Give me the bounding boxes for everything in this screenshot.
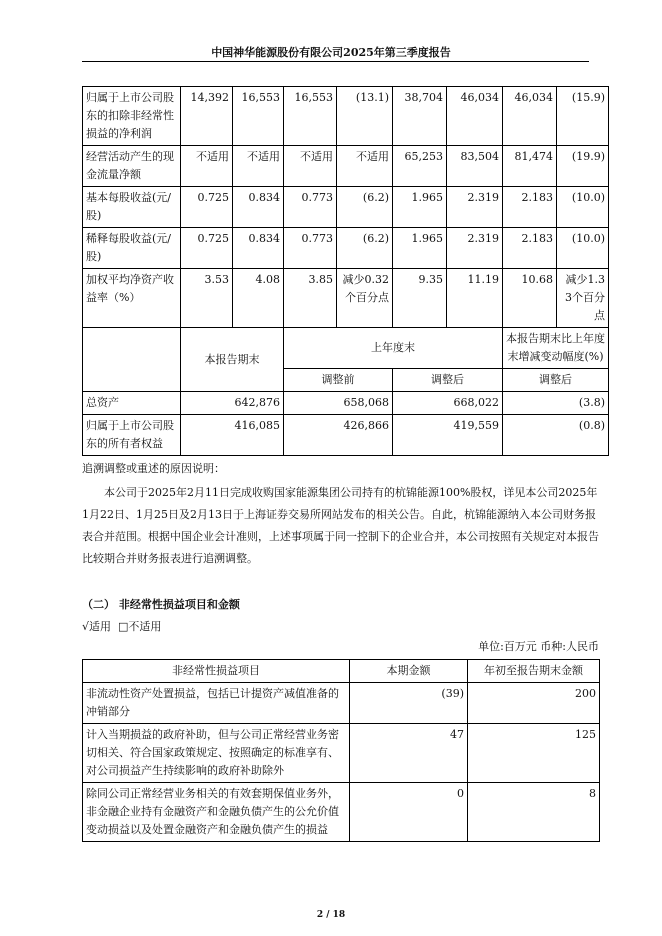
page-number: 2 / 18 xyxy=(316,910,346,920)
table-cell: 2.183 xyxy=(503,228,557,269)
table-cell: 0.773 xyxy=(284,187,337,228)
table-cell: 416,085 xyxy=(181,415,284,456)
empty-header-cell xyxy=(83,328,181,392)
table-cell: (39) xyxy=(350,683,468,724)
table-cell: 不适用 xyxy=(337,146,393,187)
table-cell: 1.965 xyxy=(393,187,447,228)
table-row xyxy=(83,87,609,146)
row-label: 归属于上市公司股东的所有者权益 xyxy=(83,415,181,456)
table-row xyxy=(83,683,600,724)
before-adjustment-header: 调整前 xyxy=(284,369,393,392)
table-cell: 83,504 xyxy=(447,146,503,187)
change-rate-header: 本报告期末比上年度末增减变动幅度(%) xyxy=(503,328,609,369)
applicable-checkbox: √适用 xyxy=(82,620,112,633)
table-cell: 9.35 xyxy=(393,269,447,328)
note-body: 本公司于2025年2月11日完成收购国家能源集团公司持有的杭锦能源100%股权，详见本公司2025年1月22日、1月25日及2月13日于上海证券交易所网站发布的相关公告。自此，杭锦能源纳入本公司财务报表合并范围。根据中国企业会计准则，上述事项属于同一控制下的企业合并，本公司按照有关规定对本报告比较期合并财务报表进行追溯调整。 xyxy=(82,486,599,565)
item-label: 除同公司正常经营业务相关的有效套期保值业务外，非金融企业持有金融资产和金融负债产生的公允价值变动损益以及处置金融资产和金融负债产生的损益 xyxy=(83,783,350,842)
table-cell: 2.319 xyxy=(447,187,503,228)
table-cell: 38,704 xyxy=(393,87,447,146)
table-cell: 46,034 xyxy=(503,87,557,146)
table-cell: 125 xyxy=(468,724,600,783)
table-row xyxy=(83,228,609,269)
table-row xyxy=(83,724,600,783)
table-row xyxy=(83,146,609,187)
table-cell: 81,474 xyxy=(503,146,557,187)
table-cell: (15.9) xyxy=(557,87,609,146)
table-cell: 0.834 xyxy=(233,228,284,269)
table-cell: (3.8) xyxy=(503,392,609,415)
row-label: 加权平均净资产收益率（%） xyxy=(83,269,181,328)
table-row xyxy=(83,269,609,328)
balance-sheet-header-row xyxy=(83,328,609,369)
table-cell: 200 xyxy=(468,683,600,724)
table-cell: 3.85 xyxy=(284,269,337,328)
row-label: 归属于上市公司股东的扣除非经常性损益的净利润 xyxy=(83,87,181,146)
table-cell: (10.0) xyxy=(557,187,609,228)
table-cell: (6.2) xyxy=(337,228,393,269)
not-applicable-checkbox: □不适用 xyxy=(118,620,162,633)
row-label: 基本每股收益(元/股) xyxy=(83,187,181,228)
table-cell: 0.773 xyxy=(284,228,337,269)
table-cell: 0.834 xyxy=(233,187,284,228)
table-cell: 不适用 xyxy=(181,146,233,187)
item-label: 计入当期损益的政府补助，但与公司正常经营业务密切相关、符合国家政策规定、按照确定的标准享有、对公司损益产生持续影响的政府补助除外 xyxy=(83,724,350,783)
unit-currency-label: 单位:百万元 币种:人民币 xyxy=(478,640,599,653)
financial-indicators-table xyxy=(82,86,609,456)
item-label: 非流动性资产处置损益，包括已计提资产减值准备的冲销部分 xyxy=(83,683,350,724)
non-recurring-items-table xyxy=(82,659,600,842)
table-cell: 不适用 xyxy=(233,146,284,187)
table-cell: 642,876 xyxy=(181,392,284,415)
after-adjustment-header-2: 调整后 xyxy=(503,369,609,392)
table-cell: 10.68 xyxy=(503,269,557,328)
table-cell: 3.53 xyxy=(181,269,233,328)
table-row xyxy=(83,415,609,456)
current-period-end-header: 本报告期末 xyxy=(181,328,284,392)
row-label: 稀释每股收益(元/股) xyxy=(83,228,181,269)
table-cell: (19.9) xyxy=(557,146,609,187)
report-header-title: 中国神华能源股份有限公司2025年第三季度报告 xyxy=(211,46,451,59)
prior-year-end-header: 上年度末 xyxy=(284,328,503,369)
table-cell: 1.965 xyxy=(393,228,447,269)
table-cell: (13.1) xyxy=(337,87,393,146)
table-cell: 426,866 xyxy=(284,415,393,456)
table-header-row xyxy=(83,660,600,683)
table-cell: 2.319 xyxy=(447,228,503,269)
table-cell: (10.0) xyxy=(557,228,609,269)
table-cell: 16,553 xyxy=(284,87,337,146)
table-cell: 14,392 xyxy=(181,87,233,146)
table-cell: 4.08 xyxy=(233,269,284,328)
table-cell: 2.183 xyxy=(503,187,557,228)
table-cell: (6.2) xyxy=(337,187,393,228)
table-row xyxy=(83,392,609,415)
table-cell: 0.725 xyxy=(181,187,233,228)
table-row xyxy=(83,783,600,842)
table-cell: 47 xyxy=(350,724,468,783)
row-label: 经营活动产生的现金流量净额 xyxy=(83,146,181,187)
table-cell: 668,022 xyxy=(393,392,503,415)
after-adjustment-header: 调整后 xyxy=(393,369,503,392)
section-title: （二） 非经常性损益项目和金额 xyxy=(82,598,240,611)
table-cell: 419,559 xyxy=(393,415,503,456)
table-cell: 8 xyxy=(468,783,600,842)
table-cell: 16,553 xyxy=(233,87,284,146)
table-cell: 11.19 xyxy=(447,269,503,328)
table-cell: 0.725 xyxy=(181,228,233,269)
row-label: 总资产 xyxy=(83,392,181,415)
column-header: 年初至报告期末金额 xyxy=(468,660,600,683)
column-header: 本期金额 xyxy=(350,660,468,683)
table-cell: 0 xyxy=(350,783,468,842)
table-cell: (0.8) xyxy=(503,415,609,456)
table-cell: 减少1.33个百分点 xyxy=(557,269,609,328)
table-cell: 658,068 xyxy=(284,392,393,415)
column-header: 非经常性损益项目 xyxy=(83,660,350,683)
table-cell: 46,034 xyxy=(447,87,503,146)
applicability-line xyxy=(82,616,599,638)
note-title: 追溯调整或重述的原因说明： xyxy=(82,462,225,475)
table-cell: 65,253 xyxy=(393,146,447,187)
header-rule xyxy=(82,61,589,62)
table-row xyxy=(83,187,609,228)
table-cell: 减少0.32个百分点 xyxy=(337,269,393,328)
table-cell: 不适用 xyxy=(284,146,337,187)
